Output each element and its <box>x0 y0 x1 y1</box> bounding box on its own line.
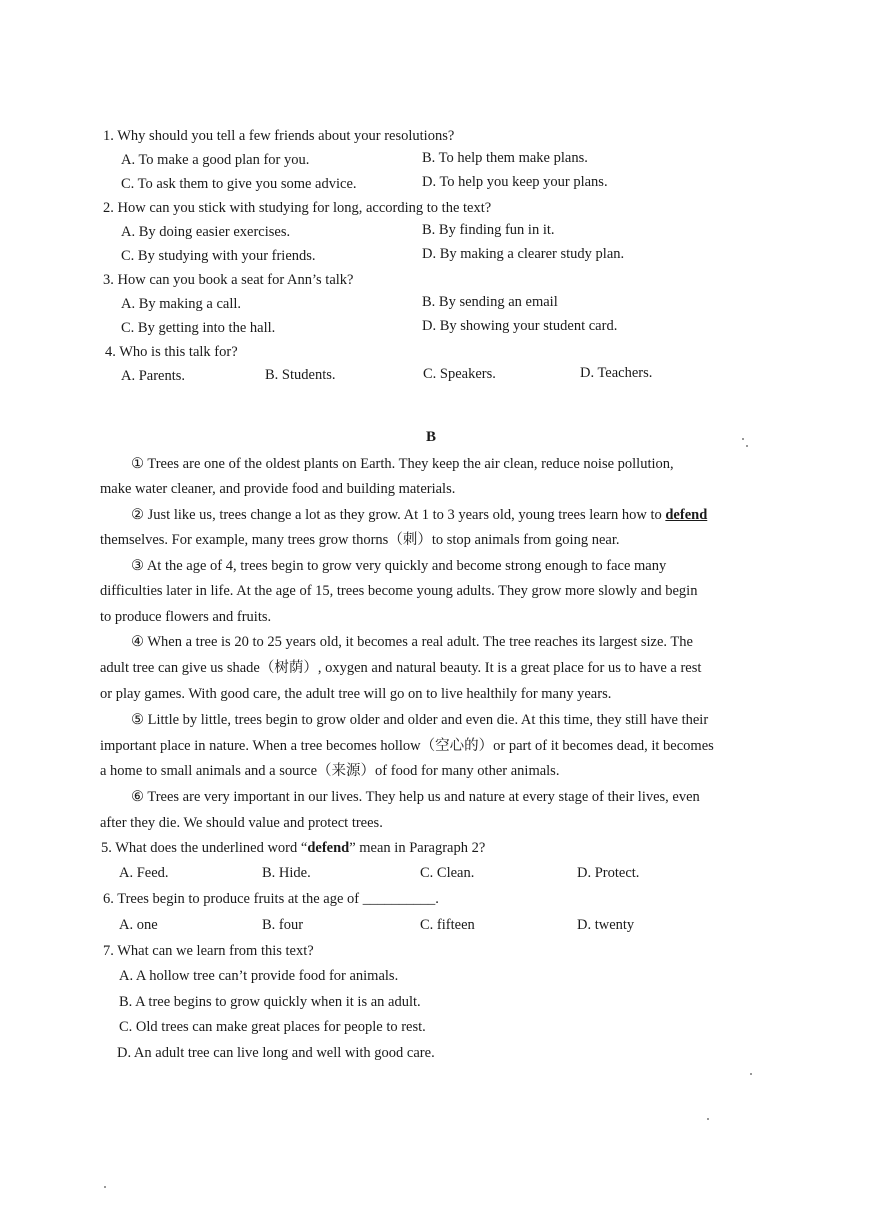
paragraph-5-line-1: ⑤ Little by little, trees begin to grow older and older and even die. At this time, they still have their <box>131 712 709 728</box>
question-7-option-c: C. Old trees can make great places for people to rest. <box>119 1019 426 1035</box>
question-5-stem-part-1: 5. What does the underlined word “ <box>101 840 308 856</box>
paragraph-2-line-1-text: ② Just like us, trees change a lot as they grow. At 1 to 3 years old, young trees learn how to <box>131 507 666 523</box>
question-6-option-b: B. four <box>262 917 304 933</box>
question-6-stem: 6. Trees begin to produce fruits at the age of __________. <box>103 891 439 907</box>
question-7-option-b: B. A tree begins to grow quickly when it is an adult. <box>119 994 421 1010</box>
question-4-option-c: C. Speakers. <box>423 366 496 382</box>
paragraph-6-line-2: after they die. We should value and protect trees. <box>100 815 383 831</box>
paragraph-4-line-1: ④ When a tree is 20 to 25 years old, it becomes a real adult. The tree reaches its largest size. The <box>131 634 693 650</box>
question-7-option-a: A. A hollow tree can’t provide food for animals. <box>119 968 399 984</box>
scan-speck <box>746 445 748 447</box>
question-5-option-d: D. Protect. <box>577 865 640 881</box>
question-4-option-b: B. Students. <box>265 367 336 383</box>
question-5-option-b: B. Hide. <box>262 865 311 881</box>
scan-speck <box>707 1118 709 1120</box>
question-2-option-d: D. By making a clearer study plan. <box>422 246 625 262</box>
question-5-stem-word: defend <box>307 840 350 856</box>
paragraph-3-line-3: to produce flowers and fruits. <box>100 609 272 625</box>
paragraph-3-line-2: difficulties later in life. At the age of 15, trees become young adults. They grow more slowly and begin <box>100 583 698 599</box>
question-2-option-c: C. By studying with your friends. <box>121 248 316 264</box>
paragraph-3-line-1: ③ At the age of 4, trees begin to grow very quickly and become strong enough to face many <box>131 558 667 574</box>
question-6-option-c: C. fifteen <box>420 917 475 933</box>
question-3-option-d: D. By showing your student card. <box>422 318 618 334</box>
question-5-stem-part-2: ” mean in Paragraph 2? <box>349 840 486 856</box>
question-7-option-d: D. An adult tree can live long and well with good care. <box>117 1045 435 1061</box>
paragraph-6-line-1: ⑥ Trees are very important in our lives. They help us and nature at every stage of their lives, even <box>131 789 700 805</box>
paragraph-5-line-3: a home to small animals and a source（来源）of food for many other animals. <box>100 763 560 779</box>
scan-speck <box>742 438 744 440</box>
question-2-option-a: A. By doing easier exercises. <box>121 224 291 240</box>
question-3-option-b: B. By sending an email <box>422 294 558 310</box>
question-5-stem <box>101 839 485 857</box>
question-4-stem: 4. Who is this talk for? <box>105 344 238 360</box>
question-1-option-c: C. To ask them to give you some advice. <box>121 176 357 192</box>
question-6-option-d: D. twenty <box>577 917 635 933</box>
paragraph-1-line-2: make water cleaner, and provide food and building materials. <box>100 481 456 497</box>
paragraph-1-line-1: ① Trees are one of the oldest plants on Earth. They keep the air clean, reduce noise pollution, <box>131 456 674 472</box>
paragraph-5-line-2: important place in nature. When a tree becomes hollow（空心的）or part of it becomes dead, it becomes <box>100 738 714 754</box>
paragraph-2-line-1 <box>131 506 707 524</box>
question-3-option-c: C. By getting into the hall. <box>121 320 276 336</box>
question-2-option-b: B. By finding fun in it. <box>422 222 555 238</box>
question-3-option-a: A. By making a call. <box>121 296 242 312</box>
question-4-option-a: A. Parents. <box>121 368 186 384</box>
question-5-option-c: C. Clean. <box>420 865 475 881</box>
question-4-option-d: D. Teachers. <box>580 365 653 381</box>
scan-speck <box>104 1186 106 1188</box>
question-7-stem: 7. What can we learn from this text? <box>103 943 314 959</box>
paragraph-4-line-2: adult tree can give us shade（树荫）, oxygen and natural beauty. It is a great place for us to have a rest <box>100 660 702 676</box>
question-3-stem: 3. How can you book a seat for Ann’s talk? <box>103 272 354 288</box>
question-6-option-a: A. one <box>119 917 158 933</box>
paragraph-2-line-2: themselves. For example, many trees grow thorns（刺）to stop animals from going near. <box>100 532 620 548</box>
paragraph-4-line-3: or play games. With good care, the adult tree will go on to live healthily for many years. <box>100 686 612 702</box>
section-b-title: B <box>426 429 437 445</box>
question-1-option-a: A. To make a good plan for you. <box>121 152 310 168</box>
question-1-stem: 1. Why should you tell a few friends about your resolutions? <box>103 128 455 144</box>
scan-speck <box>750 1073 752 1075</box>
question-5-option-a: A. Feed. <box>119 865 169 881</box>
question-2-stem: 2. How can you stick with studying for long, according to the text? <box>103 200 492 216</box>
underlined-word-defend: defend <box>665 507 708 523</box>
question-1-option-d: D. To help you keep your plans. <box>422 174 608 190</box>
question-1-option-b: B. To help them make plans. <box>422 150 588 166</box>
